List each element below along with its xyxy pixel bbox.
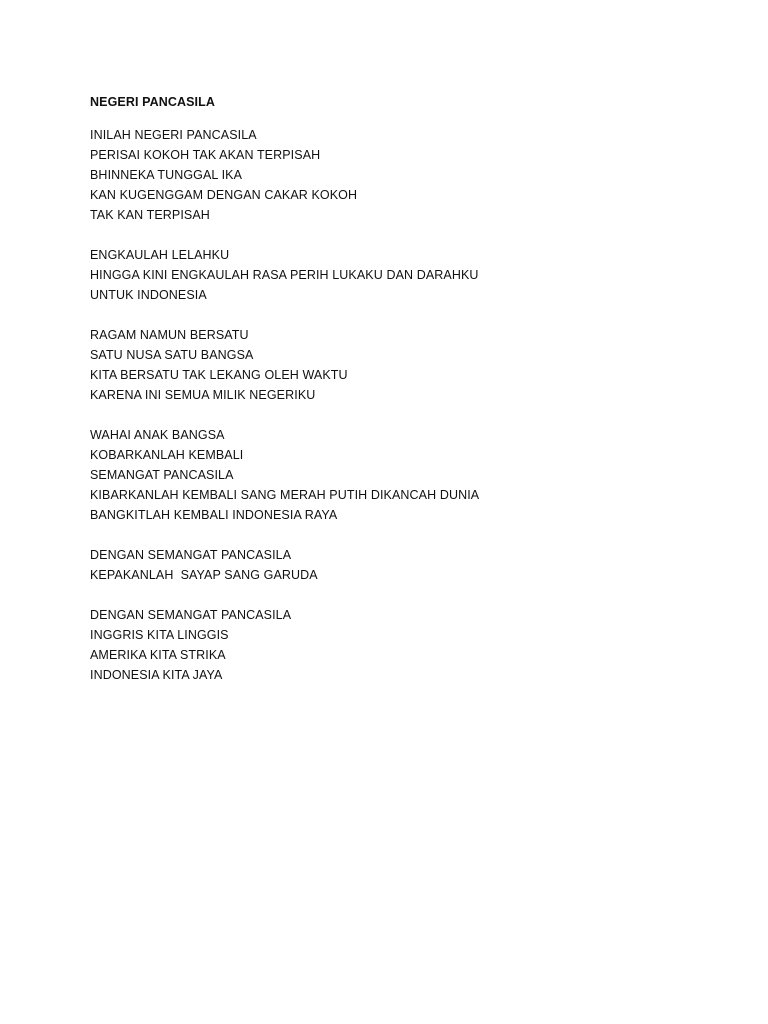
poem-line: HINGGA KINI ENGKAULAH RASA PERIH LUKAKU DAN DARAHKU bbox=[90, 268, 479, 282]
poem-line: WAHAI ANAK BANGSA bbox=[90, 428, 225, 442]
stanza-6 bbox=[90, 605, 730, 685]
stanza-5 bbox=[90, 545, 730, 585]
poem-line: RAGAM NAMUN BERSATU bbox=[90, 328, 249, 342]
poem-line: DENGAN SEMANGAT PANCASILA bbox=[90, 548, 292, 562]
poem-line: UNTUK INDONESIA bbox=[90, 288, 207, 302]
poem-line: KAN KUGENGGAM DENGAN CAKAR KOKOH bbox=[90, 188, 358, 202]
poem-line: KITA BERSATU TAK LEKANG OLEH WAKTU bbox=[90, 368, 348, 382]
stanza-4 bbox=[90, 425, 730, 525]
poem-line: BHINNEKA TUNGGAL IKA bbox=[90, 168, 243, 182]
poem-line: ENGKAULAH LELAHKU bbox=[90, 248, 230, 262]
document-body bbox=[90, 92, 730, 705]
stanza-1 bbox=[90, 125, 730, 225]
poem-line: INDONESIA KITA JAYA bbox=[90, 668, 223, 682]
poem-line: DENGAN SEMANGAT PANCASILA bbox=[90, 608, 292, 622]
poem-line: SEMANGAT PANCASILA bbox=[90, 468, 234, 482]
stanza-2 bbox=[90, 245, 730, 305]
poem-line: AMERIKA KITA STRIKA bbox=[90, 648, 226, 662]
poem-line: SATU NUSA SATU BANGSA bbox=[90, 348, 254, 362]
poem-line: KOBARKANLAH KEMBALI bbox=[90, 448, 244, 462]
poem-line: KIBARKANLAH KEMBALI SANG MERAH PUTIH DIKANCAH DUNIA bbox=[90, 488, 480, 502]
poem-line: INILAH NEGERI PANCASILA bbox=[90, 128, 257, 142]
poem-line: TAK KAN TERPISAH bbox=[90, 208, 210, 222]
poem-line: BANGKITLAH KEMBALI INDONESIA RAYA bbox=[90, 508, 338, 522]
poem-title: NEGERI PANCASILA bbox=[90, 95, 215, 109]
poem-line: KEPAKANLAH SAYAP SANG GARUDA bbox=[90, 568, 318, 582]
poem-line: KARENA INI SEMUA MILIK NEGERIKU bbox=[90, 388, 316, 402]
poem-line: INGGRIS KITA LINGGIS bbox=[90, 628, 229, 642]
poem-line: PERISAI KOKOH TAK AKAN TERPISAH bbox=[90, 148, 321, 162]
stanza-3 bbox=[90, 325, 730, 405]
